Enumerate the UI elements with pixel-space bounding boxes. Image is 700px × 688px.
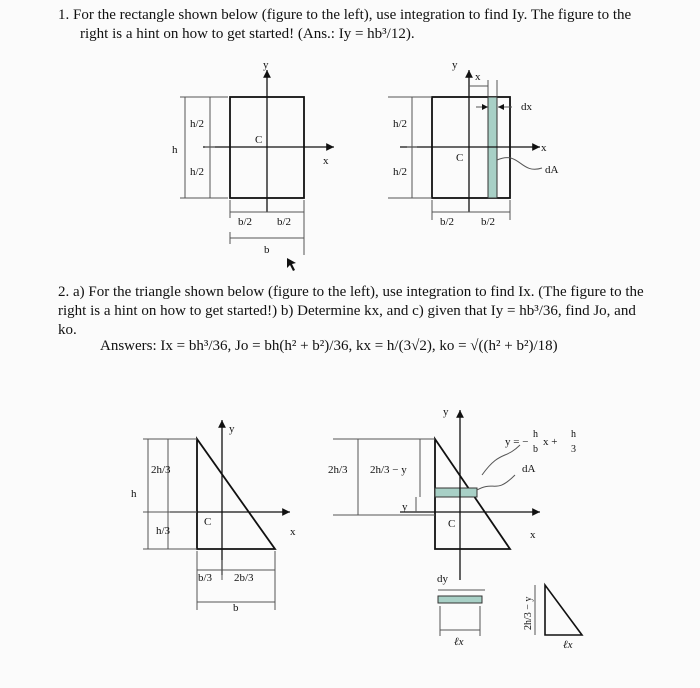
fig2-left-centroid-label: C	[204, 516, 212, 528]
fig1-left-y-label: y	[263, 59, 269, 71]
fig2-right-y-label: y	[443, 406, 449, 418]
fig1-left-x-label: x	[323, 155, 329, 167]
small-triangle	[545, 585, 582, 635]
line-eq-x: x +	[543, 436, 558, 448]
tri-lx-label: ℓx	[563, 639, 573, 651]
fig2-right-dA-label: dA	[522, 463, 536, 475]
line-eq-lhs: y = −	[505, 436, 529, 448]
answer-Ix: Ix = bh³/36	[160, 338, 228, 354]
fig2-left-b3: b/3	[198, 572, 213, 584]
fig1-left	[180, 70, 334, 255]
answers-label: Answers:	[100, 338, 157, 354]
fig1-left-b-label: b	[264, 244, 270, 256]
fig1-right-half-h-top: h/2	[393, 118, 408, 130]
fig2-right-2h3-minus-y: 2h/3 − y	[370, 464, 407, 476]
fig2-left-2b3: 2b/3	[234, 572, 254, 584]
line-eq-h2: h	[571, 429, 576, 440]
question-2-line3: ko.	[58, 322, 77, 338]
line-eq-b: b	[533, 444, 538, 455]
fig1-right-x-small: x	[475, 71, 481, 83]
fig1-right-dA-label: dA	[545, 164, 559, 176]
fig2-left	[143, 420, 290, 610]
fig2-left-labels	[131, 423, 296, 614]
fig1-right-labels	[393, 59, 559, 228]
fig2-left-y-label: y	[229, 423, 235, 435]
triangle-shape	[197, 439, 275, 549]
fig2-right-x-label: x	[530, 529, 536, 541]
question-2-line2: right is a hint on how to get started!) b) Determine kx, and c) given that Iy = hb³/36, find Jo, and	[58, 303, 636, 319]
fig1-left-half-b-right: b/2	[277, 216, 292, 228]
answers: Answers: Ix = bh³/36, Jo = bh(h² + b²)/36, kx = h/(3√2), ko = √((h² + b²)/18)	[100, 338, 558, 354]
fig1-right-half-h-bottom: h/2	[393, 166, 408, 178]
fig2-left-h3: h/3	[156, 525, 171, 537]
fig1-left-centroid-label: C	[255, 134, 263, 146]
question-1-line1: 1. For the rectangle shown below (figure to the left), use integration to find Iy. The figure to the	[58, 7, 632, 23]
answer-Jo: Jo = bh(h² + b²)/36	[235, 338, 349, 354]
fig2-left-h-label: h	[131, 488, 137, 500]
answer-ko: ko = √((h² + b²)/18)	[439, 338, 558, 354]
fig2-left-2h3: 2h/3	[151, 464, 171, 476]
fig1-right	[388, 70, 542, 220]
answer-kx: kx = h/(3√2)	[355, 338, 432, 354]
question-2-line1: 2. a) For the triangle shown below (figure to the left), use integration to find Ix. (The figure to the	[58, 284, 644, 300]
fig2-right-centroid-label: C	[448, 518, 456, 530]
fig2-left-x-label: x	[290, 526, 296, 538]
cursor-icon	[287, 258, 296, 271]
fig1-right-half-b-right: b/2	[481, 216, 496, 228]
fig1-left-h-label: h	[172, 144, 178, 156]
tri-side-label: 2h/3 − y	[523, 596, 534, 630]
fig1-left-half-h-bottom: h/2	[190, 166, 205, 178]
fig2-right-labels	[328, 406, 576, 651]
fig1-left-labels	[172, 59, 329, 256]
line-eq-h1: h	[533, 429, 538, 440]
fig2-left-b: b	[233, 602, 239, 614]
fig1-left-half-b-left: b/2	[238, 216, 253, 228]
fig2-right-dy-label: dy	[437, 573, 448, 585]
strip-detail	[438, 596, 482, 603]
fig1-right-half-b-left: b/2	[440, 216, 455, 228]
line-eq-3: 3	[571, 444, 576, 455]
fig2-right-y-small: y	[402, 501, 408, 513]
strip-lx-label: ℓx	[454, 636, 464, 648]
question-1-line2: right is a hint on how to get started! (Ans.: Iy = hb³/12).	[80, 26, 415, 42]
fig1-right-y-label: y	[452, 59, 458, 71]
fig2-right-2h3: 2h/3	[328, 464, 348, 476]
fig1-right-centroid-label: C	[456, 152, 464, 164]
dy-strip	[435, 488, 477, 497]
fig1-right-x-label: x	[541, 142, 547, 154]
fig1-left-half-h-top: h/2	[190, 118, 205, 130]
fig1-right-dx-label: dx	[521, 101, 532, 113]
